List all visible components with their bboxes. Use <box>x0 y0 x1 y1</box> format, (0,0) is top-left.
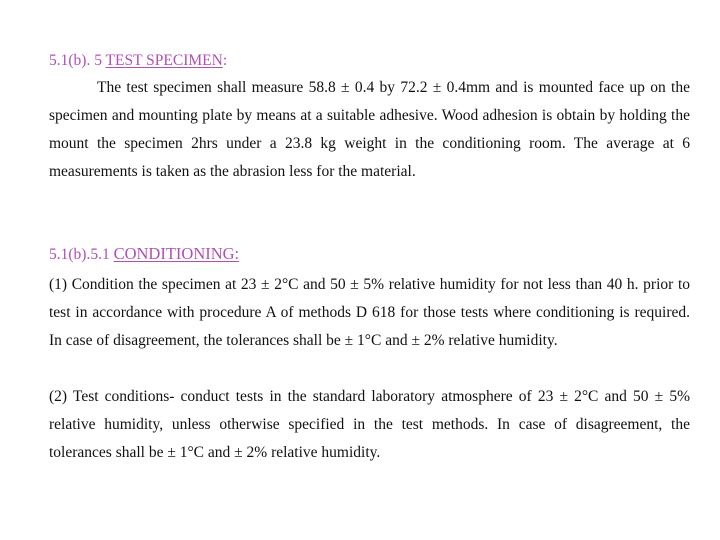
section-heading-conditioning <box>49 244 239 264</box>
conditioning-item-2: (2) Test conditions- conduct tests in the standard laboratory atmosphere of 23 ± 2°C and 50 ± 5% relative humidity, unless otherwise specified in the test methods. In case of disagreement, the tolerances shall be ± 1°C and ± 2% relative humidity. <box>49 388 690 461</box>
conditioning-item-1: (1) Condition the specimen at 23 ± 2°C and 50 ± 5% relative humidity for not less than 40 h. prior to test in accordance with procedure A of methods D 618 for those tests where conditioning is required. In case of disagreement, the tolerances shall be ± 1°C and ± 2% relative humidity. <box>49 276 690 349</box>
section-colon: : <box>222 52 228 69</box>
test-specimen-paragraph: The test specimen shall measure 58.8 ± 0.4 by 72.2 ± 0.4mm and is mounted face up on the specimen and mounting plate by means at a suitable adhesive. Wood adhesion is obtain by holding the mount the specimen 2hrs under a 23.8 kg weight in the conditioning room. The average at 6 measurements is taken as the abrasion less for the material. <box>49 79 690 180</box>
section-number: 5.1(b).5.1 <box>49 246 114 263</box>
section-number: 5.1(b). 5 <box>49 52 106 69</box>
section-heading-test-specimen <box>49 52 227 70</box>
section-title: CONDITIONING: <box>113 244 240 263</box>
section-title: TEST SPECIMEN <box>105 52 223 69</box>
